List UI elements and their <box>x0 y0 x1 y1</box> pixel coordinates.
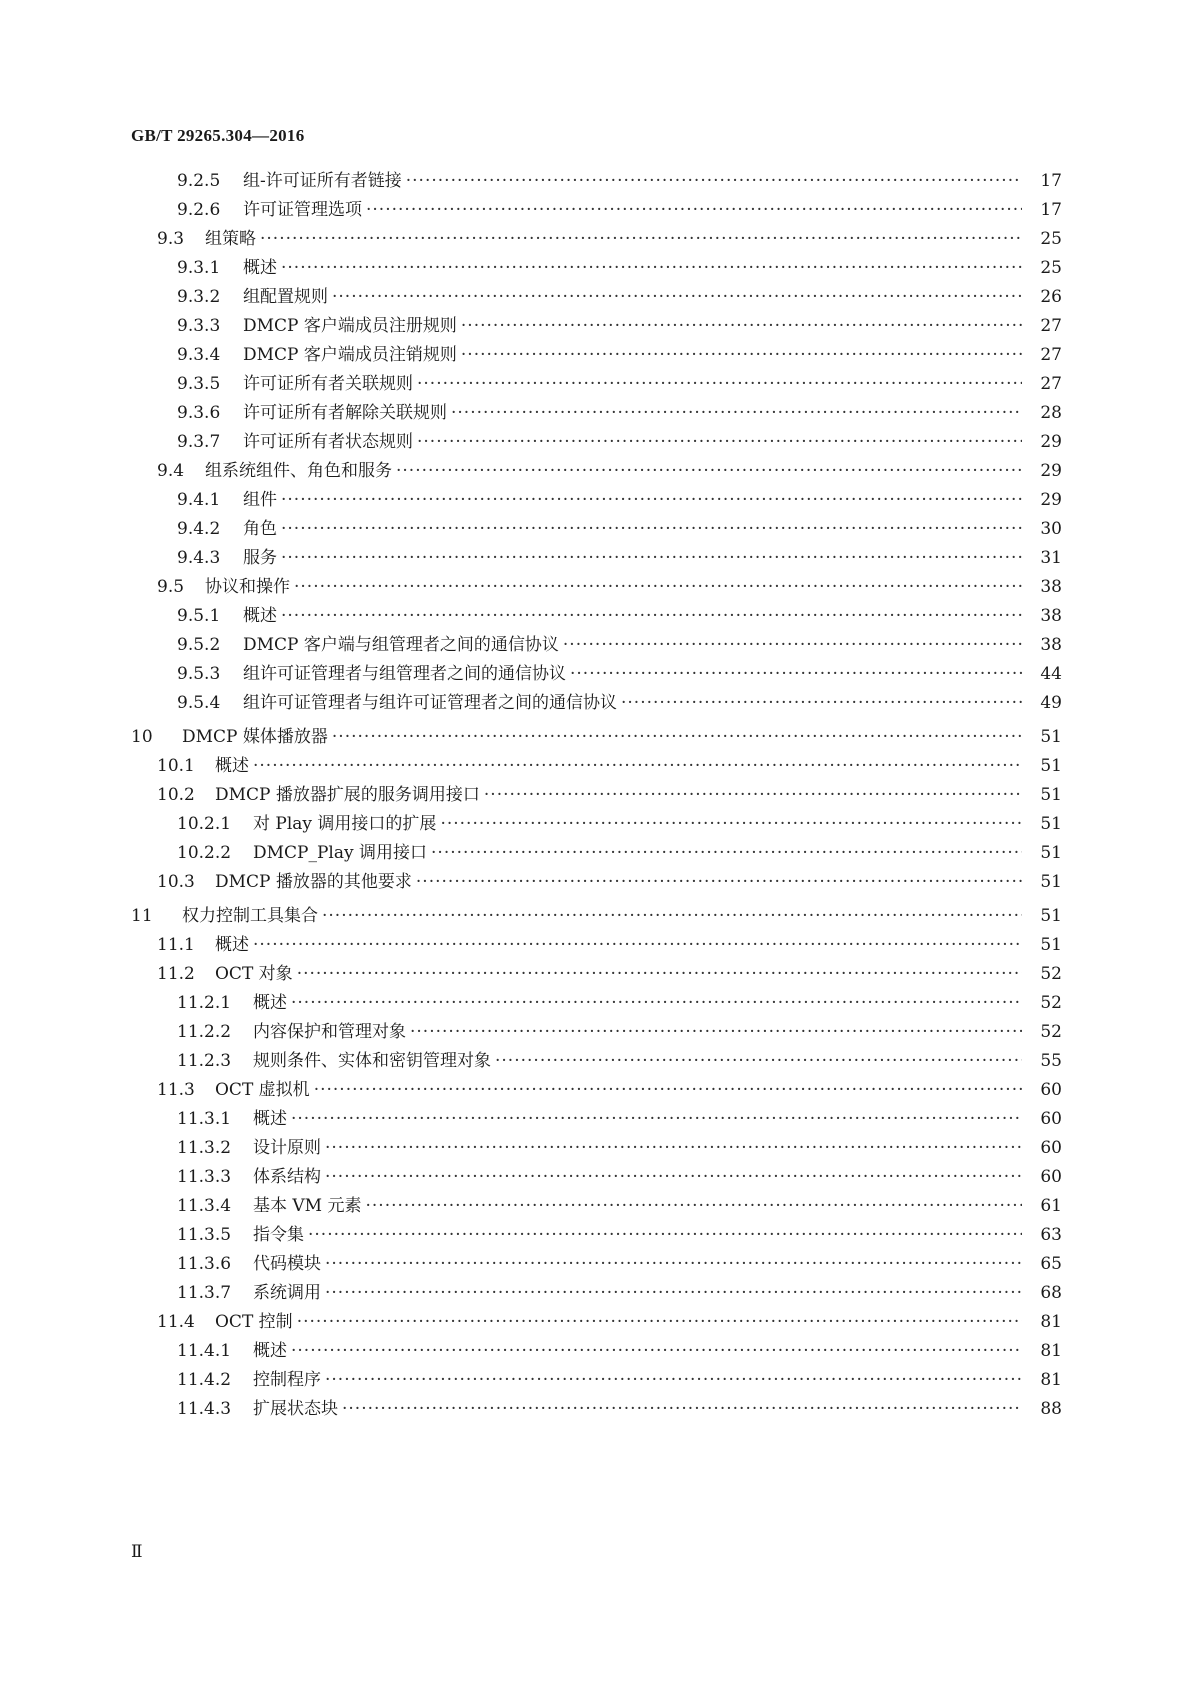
standard-code-header: GB/T 29265.304—2016 <box>131 126 305 145</box>
toc-entry[interactable] <box>0 1017 1062 1047</box>
toc-entry-line <box>253 809 1062 839</box>
toc-entry-line <box>243 166 1062 196</box>
toc-entry-page: 51 <box>1022 930 1062 960</box>
toc-entry[interactable] <box>0 1046 1062 1076</box>
toc-entry-title: 指令集 <box>253 1220 308 1250</box>
toc-entry-number: 11.2.2 <box>177 1022 232 1042</box>
toc-entry-page: 27 <box>1022 311 1062 341</box>
dot-leader <box>440 809 1022 839</box>
toc-entry-title: 组系统组件、角色和服务 <box>205 456 396 486</box>
toc-entry-number: 11.1 <box>157 935 195 955</box>
toc-entry-page: 60 <box>1022 1075 1062 1105</box>
toc-entry-line <box>253 1104 1062 1134</box>
toc-entry-page: 81 <box>1022 1365 1062 1395</box>
toc-entry-title: 概述 <box>253 1104 291 1134</box>
toc-entry-title: 体系结构 <box>253 1162 325 1192</box>
toc-entry-title: DMCP_Play 调用接口 <box>253 838 431 868</box>
dot-leader <box>416 867 1022 897</box>
toc-entry-page: 49 <box>1022 688 1062 718</box>
dot-leader <box>325 1162 1022 1192</box>
toc-entry-page: 29 <box>1022 456 1062 486</box>
toc-entry-line <box>243 398 1062 428</box>
toc-entry-line <box>253 1365 1062 1395</box>
toc-entry-line <box>215 780 1062 810</box>
toc-entry-number: 11.3.2 <box>177 1138 232 1158</box>
dot-leader <box>417 427 1022 457</box>
toc-entry-line <box>215 751 1062 781</box>
toc-entry[interactable] <box>0 1191 1062 1221</box>
toc-entry-title: 系统调用 <box>253 1278 325 1308</box>
dot-leader <box>366 1191 1023 1221</box>
toc-entry-page: 51 <box>1022 722 1062 752</box>
toc-entry-number: 11 <box>131 906 153 926</box>
toc-entry-page: 38 <box>1022 630 1062 660</box>
toc-entry-line <box>253 1249 1062 1279</box>
dot-leader <box>253 751 1022 781</box>
toc-entry-line <box>205 224 1062 254</box>
toc-entry-title: 代码模块 <box>253 1249 325 1279</box>
toc-entry-line <box>215 867 1062 897</box>
toc-entry[interactable] <box>0 195 1062 225</box>
toc-entry-number: 9.3.4 <box>177 345 221 365</box>
toc-entry[interactable] <box>0 959 1062 989</box>
toc-entry[interactable] <box>0 1394 1062 1424</box>
toc-entry[interactable] <box>0 630 1062 660</box>
toc-entry-title: 组许可证管理者与组许可证管理者之间的通信协议 <box>243 688 621 718</box>
toc-entry-title: 权力控制工具集合 <box>182 901 322 931</box>
toc-entry-title: 协议和操作 <box>205 572 294 602</box>
toc-entry-title: 概述 <box>215 930 253 960</box>
toc-entry-page: 60 <box>1022 1133 1062 1163</box>
toc-entry-page: 31 <box>1022 543 1062 573</box>
dot-leader <box>291 1104 1022 1134</box>
toc-entry-page: 27 <box>1022 369 1062 399</box>
toc-entry-title: 内容保护和管理对象 <box>253 1017 410 1047</box>
toc-entry-page: 38 <box>1022 601 1062 631</box>
toc-entry-number: 11.2.1 <box>177 993 232 1013</box>
dot-leader <box>325 1278 1022 1308</box>
toc-entry-title: DMCP 客户端与组管理者之间的通信协议 <box>243 630 563 660</box>
toc-entry-number: 11.4.3 <box>177 1399 232 1419</box>
toc-entry-page: 81 <box>1022 1307 1062 1337</box>
toc-entry-number: 9.2.5 <box>177 171 221 191</box>
toc-entry-number: 11.4.2 <box>177 1370 232 1390</box>
toc-entry[interactable] <box>0 572 1062 602</box>
dot-leader <box>431 838 1022 868</box>
toc-entry-number: 11.3.7 <box>177 1283 232 1303</box>
toc-entry-line <box>243 253 1062 283</box>
toc-entry-title: 组件 <box>243 485 281 515</box>
toc-entry-title: OCT 虚拟机 <box>215 1075 314 1105</box>
toc-entry[interactable] <box>0 398 1062 428</box>
toc-entry-number: 10 <box>131 727 153 747</box>
dot-leader <box>410 1017 1022 1047</box>
toc-entry-line <box>243 630 1062 660</box>
toc-entry[interactable] <box>0 1365 1062 1395</box>
toc-entry[interactable] <box>0 867 1062 897</box>
toc-entry[interactable] <box>0 1278 1062 1308</box>
toc-entry[interactable] <box>0 838 1062 868</box>
toc-entry[interactable] <box>0 1307 1062 1337</box>
dot-leader <box>291 988 1022 1018</box>
toc-entry-title: 许可证所有者关联规则 <box>243 369 417 399</box>
toc-entry-line <box>243 340 1062 370</box>
toc-entry[interactable] <box>0 253 1062 283</box>
toc-entry-line <box>253 1191 1062 1221</box>
toc-entry-page: 68 <box>1022 1278 1062 1308</box>
toc-entry-line <box>243 369 1062 399</box>
dot-leader <box>342 1394 1022 1424</box>
toc-entry-page: 52 <box>1022 1017 1062 1047</box>
toc-entry[interactable] <box>0 901 1062 931</box>
toc-entry-line <box>253 1017 1062 1047</box>
toc-entry-title: 许可证所有者解除关联规则 <box>243 398 451 428</box>
toc-entry-number: 10.2.2 <box>177 843 232 863</box>
dot-leader <box>366 195 1022 225</box>
toc-entry-number: 10.2 <box>157 785 195 805</box>
toc-entry[interactable] <box>0 1249 1062 1279</box>
toc-entry[interactable] <box>0 369 1062 399</box>
toc-entry-title: 对 Play 调用接口的扩展 <box>253 809 440 839</box>
toc-entry-line <box>205 572 1062 602</box>
toc-entry-page: 52 <box>1022 988 1062 1018</box>
toc-entry-number: 9.4.1 <box>177 490 221 510</box>
toc-entry-title: 概述 <box>243 253 281 283</box>
dot-leader <box>406 166 1022 196</box>
toc-entry[interactable] <box>0 427 1062 457</box>
toc-entry-line <box>215 1075 1062 1105</box>
toc-entry-page: 65 <box>1022 1249 1062 1279</box>
toc-entry-number: 9.3.7 <box>177 432 221 452</box>
dot-leader <box>314 1075 1022 1105</box>
toc-entry-line <box>253 1220 1062 1250</box>
toc-entry-page: 17 <box>1022 195 1062 225</box>
toc-entry-number: 11.3.1 <box>177 1109 232 1129</box>
toc-entry-page: 51 <box>1022 780 1062 810</box>
toc-entry-line <box>253 1336 1062 1366</box>
toc-entry-number: 9.4.3 <box>177 548 221 568</box>
toc-entry-line <box>215 1307 1062 1337</box>
toc-entry-title: 规则条件、实体和密钥管理对象 <box>253 1046 495 1076</box>
toc-entry-number: 9.5.1 <box>177 606 221 626</box>
toc-entry-title: 许可证管理选项 <box>243 195 366 225</box>
page-number: Ⅱ <box>131 1542 143 1562</box>
toc-entry-line <box>253 1394 1062 1424</box>
toc-entry-line <box>243 514 1062 544</box>
toc-entry-title: DMCP 播放器的其他要求 <box>215 867 416 897</box>
toc-entry-page: 25 <box>1022 253 1062 283</box>
dot-leader <box>451 398 1022 428</box>
toc-entry-title: 许可证所有者状态规则 <box>243 427 417 457</box>
toc-entry-page: 52 <box>1022 959 1062 989</box>
toc-entry-title: 角色 <box>243 514 281 544</box>
toc-entry-number: 11.2.3 <box>177 1051 232 1071</box>
dot-leader <box>291 1336 1022 1366</box>
toc-entry-number: 10.3 <box>157 872 195 892</box>
toc-entry[interactable] <box>0 340 1062 370</box>
toc-entry-line <box>253 1278 1062 1308</box>
toc-entry-line <box>253 838 1062 868</box>
toc-entry-page: 88 <box>1022 1394 1062 1424</box>
toc-entry[interactable] <box>0 659 1062 689</box>
toc-entry[interactable] <box>0 722 1062 752</box>
toc-entry-line <box>243 427 1062 457</box>
toc-entry-line <box>243 311 1062 341</box>
toc-entry-page: 44 <box>1022 659 1062 689</box>
toc-entry-page: 26 <box>1022 282 1062 312</box>
toc-entry-title: 概述 <box>215 751 253 781</box>
toc-entry-page: 55 <box>1022 1046 1062 1076</box>
dot-leader <box>461 311 1022 341</box>
toc-entry-number: 11.4.1 <box>177 1341 232 1361</box>
dot-leader <box>281 514 1022 544</box>
dot-leader <box>325 1365 1022 1395</box>
toc-entry-number: 11.3.5 <box>177 1225 232 1245</box>
toc-entry-number: 11.3.3 <box>177 1167 232 1187</box>
toc-entry-line <box>253 1133 1062 1163</box>
toc-entry-line <box>215 959 1062 989</box>
toc-entry-number: 9.4.2 <box>177 519 221 539</box>
toc-entry-title: 概述 <box>243 601 281 631</box>
toc-entry[interactable] <box>0 601 1062 631</box>
toc-entry-title: 组策略 <box>205 224 260 254</box>
toc-entry-line <box>182 722 1062 752</box>
toc-entry-page: 51 <box>1022 751 1062 781</box>
toc-entry-page: 25 <box>1022 224 1062 254</box>
toc-entry-line <box>253 1046 1062 1076</box>
toc-entry-title: DMCP 播放器扩展的服务调用接口 <box>215 780 484 810</box>
toc-entry-page: 51 <box>1022 838 1062 868</box>
toc-entry[interactable] <box>0 514 1062 544</box>
toc-entry-number: 9.3 <box>157 229 185 249</box>
toc-entry-title: 组配置规则 <box>243 282 332 312</box>
dot-leader <box>570 659 1022 689</box>
toc-entry-title: 组-许可证所有者链接 <box>243 166 406 196</box>
toc-entry-title: OCT 控制 <box>215 1307 297 1337</box>
toc-entry-number: 11.3 <box>157 1080 195 1100</box>
toc-entry-title: 控制程序 <box>253 1365 325 1395</box>
toc-entry-number: 9.3.5 <box>177 374 221 394</box>
toc-entry-page: 60 <box>1022 1104 1062 1134</box>
toc-entry-line <box>215 930 1062 960</box>
toc-entry-page: 60 <box>1022 1162 1062 1192</box>
toc-entry[interactable] <box>0 224 1062 254</box>
toc-entry-number: 11.4 <box>157 1312 195 1332</box>
toc-entry-page: 29 <box>1022 485 1062 515</box>
dot-leader <box>260 224 1022 254</box>
toc-entry[interactable] <box>0 751 1062 781</box>
dot-leader <box>325 1133 1022 1163</box>
toc-entry-title: 概述 <box>253 1336 291 1366</box>
toc-entry[interactable] <box>0 456 1062 486</box>
dot-leader <box>281 543 1022 573</box>
toc-entry-title: OCT 对象 <box>215 959 297 989</box>
toc-entry-number: 9.3.6 <box>177 403 221 423</box>
toc-entry-page: 51 <box>1022 809 1062 839</box>
toc-entry-page: 17 <box>1022 166 1062 196</box>
toc-entry-line <box>253 988 1062 1018</box>
toc-entry[interactable] <box>0 282 1062 312</box>
toc-entry-number: 11.3.4 <box>177 1196 232 1216</box>
toc-entry-line <box>205 456 1062 486</box>
dot-leader <box>332 282 1022 312</box>
dot-leader <box>396 456 1022 486</box>
dot-leader <box>417 369 1022 399</box>
toc-entry[interactable] <box>0 780 1062 810</box>
dot-leader <box>294 572 1022 602</box>
dot-leader <box>495 1046 1022 1076</box>
toc-entry-number: 9.4 <box>157 461 185 481</box>
toc-entry-title: DMCP 客户端成员注销规则 <box>243 340 461 370</box>
toc-entry-number: 9.5.4 <box>177 693 221 713</box>
toc-entry-number: 9.3.3 <box>177 316 221 336</box>
toc-entry-number: 9.3.1 <box>177 258 221 278</box>
toc-entry-page: 27 <box>1022 340 1062 370</box>
toc-entry-page: 63 <box>1022 1220 1062 1250</box>
dot-leader <box>322 901 1022 931</box>
toc-entry-page: 81 <box>1022 1336 1062 1366</box>
dot-leader <box>297 1307 1022 1337</box>
toc-entry[interactable] <box>0 543 1062 573</box>
toc-entry[interactable] <box>0 930 1062 960</box>
dot-leader <box>281 601 1022 631</box>
dot-leader <box>461 340 1022 370</box>
toc-entry-line <box>243 659 1062 689</box>
dot-leader <box>621 688 1022 718</box>
toc-entry-page: 51 <box>1022 901 1062 931</box>
toc-entry-line <box>243 601 1062 631</box>
toc-entry-number: 9.5 <box>157 577 185 597</box>
dot-leader <box>281 253 1022 283</box>
toc-entry-title: DMCP 媒体播放器 <box>182 722 332 752</box>
toc-entry-title: 基本 VM 元素 <box>253 1191 366 1221</box>
toc-entry[interactable] <box>0 1075 1062 1105</box>
toc-entry-title: 组许可证管理者与组管理者之间的通信协议 <box>243 659 570 689</box>
dot-leader <box>253 930 1022 960</box>
toc-entry-line <box>182 901 1062 931</box>
toc-entry-page: 29 <box>1022 427 1062 457</box>
toc-entry[interactable] <box>0 1133 1062 1163</box>
toc-entry[interactable] <box>0 1336 1062 1366</box>
toc-entry-line <box>253 1162 1062 1192</box>
toc-entry-number: 10.1 <box>157 756 195 776</box>
toc-entry-page: 28 <box>1022 398 1062 428</box>
toc-entry[interactable] <box>0 688 1062 718</box>
toc-entry-line <box>243 688 1062 718</box>
toc-entry-title: 概述 <box>253 988 291 1018</box>
toc-entry[interactable] <box>0 1104 1062 1134</box>
dot-leader <box>563 630 1022 660</box>
toc-entry-number: 11.3.6 <box>177 1254 232 1274</box>
dot-leader <box>308 1220 1022 1250</box>
toc-entry-line <box>243 195 1062 225</box>
toc-entry-number: 9.3.2 <box>177 287 221 307</box>
toc-entry[interactable] <box>0 1220 1062 1250</box>
toc-entry[interactable] <box>0 988 1062 1018</box>
toc-entry-line <box>243 485 1062 515</box>
toc-entry-line <box>243 282 1062 312</box>
dot-leader <box>325 1249 1022 1279</box>
toc-entry[interactable] <box>0 809 1062 839</box>
toc-entry-line <box>243 543 1062 573</box>
toc-entry-number: 9.5.2 <box>177 635 221 655</box>
dot-leader <box>281 485 1022 515</box>
toc-entry-number: 9.5.3 <box>177 664 221 684</box>
dot-leader <box>297 959 1022 989</box>
toc-entry[interactable] <box>0 1162 1062 1192</box>
toc-entry-title: 服务 <box>243 543 281 573</box>
toc-entry-page: 61 <box>1022 1191 1062 1221</box>
toc-entry[interactable] <box>0 311 1062 341</box>
toc-entry-page: 38 <box>1022 572 1062 602</box>
toc-entry-title: DMCP 客户端成员注册规则 <box>243 311 461 341</box>
toc-entry-number: 10.2.1 <box>177 814 232 834</box>
toc-entry-page: 30 <box>1022 514 1062 544</box>
toc-entry[interactable] <box>0 485 1062 515</box>
dot-leader <box>332 722 1022 752</box>
dot-leader <box>484 780 1022 810</box>
toc-entry-number: 9.2.6 <box>177 200 221 220</box>
toc-entry-number: 11.2 <box>157 964 195 984</box>
toc-entry-title: 扩展状态块 <box>253 1394 342 1424</box>
toc-entry-page: 51 <box>1022 867 1062 897</box>
toc-entry[interactable] <box>0 166 1062 196</box>
toc-entry-title: 设计原则 <box>253 1133 325 1163</box>
